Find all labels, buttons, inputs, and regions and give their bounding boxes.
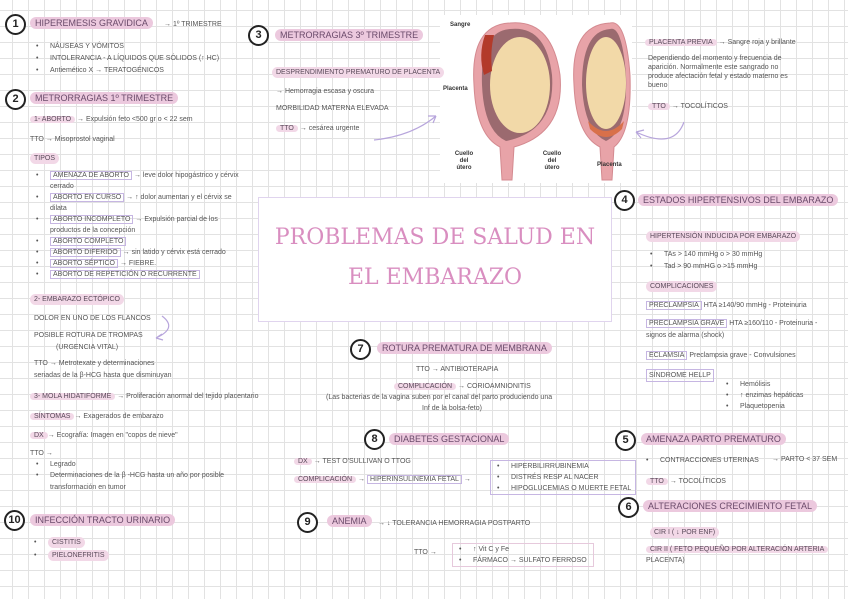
section-number-10: 10 [4,510,25,531]
list-item: • Legrado [50,459,76,470]
aborto-label: 1- ABORTO [30,116,75,123]
section-number-5: 5 [615,430,636,451]
hiperinsulinemia-box: HIPERINSULINEMIA FETAL [367,475,462,484]
rpm-tto: TTO → ANTIBIOTERAPIA [416,366,499,373]
section-title-hiperemesis: HIPEREMESIS GRAVIDICA [30,17,153,29]
preclampsia-grave-label: PRECLAMPSIA GRAVE [646,319,727,328]
section-number-1: 1 [5,14,26,35]
complicacion-label: COMPLICACIÓN [394,383,456,390]
list-item: • Tad > 90 mmHG o >15 mmHg [664,261,757,272]
tipos-label: TIPOS [30,153,59,164]
ectopico-line: (URGENCIA VITAL) [56,344,119,351]
mola-label: 3- MOLA HIDATIFORME [30,393,115,400]
list-item: • Hemólisis [740,379,803,390]
mola-tto: TTO → [30,450,53,457]
cir-2: CIR II ( FETO PEQUEÑO POR ALTERACIÓN ARTERIA [646,546,828,553]
figure-label-cuello: Cuello del útero [542,151,562,171]
anemia-note: → ↓ TOLERANCIA HEMORRAGIA POSTPARTO [378,520,531,527]
ectopico-label: 2- EMBARAZO ECTÓPICO [30,294,124,305]
rpm-explanation: (Las bacterias de la vagina suben por el canal del parto produciendo una [326,394,553,401]
aborto-text: → Expulsión feto <500 gr o < 22 sem [77,116,193,123]
eclampsia-text: Preclampsia grave - Convulsiones [689,352,796,359]
previa-text: → Sangre roja y brillante [718,39,796,46]
type-text-cont: dilata [50,205,67,212]
curved-arrow-icon [632,120,692,150]
list-item-cont: transformación en tumor [50,484,126,491]
list-item: • HIPOGLUCEMIAS O MUERTE FETAL [511,483,631,494]
ectopico-tto: seriadas de la β-HCG hasta que disminuyan [34,372,172,379]
figure-label-sangre: Sangre [450,22,471,28]
tto-label: TTO [276,125,298,132]
section-title-hipertensivos: ESTADOS HIPERTENSIVOS DEL EMBARAZO [638,194,838,206]
tto-label: TTO [648,103,670,110]
sintomas-text: → Exagerados de embarazo [74,413,164,420]
mola-text: → Proliferación anormal del tejido placentario [117,393,259,400]
cir-1: CIR I ( ↓ POR ENF) [650,527,719,538]
hie-label: HIPERTENSIÓN INDUCIDA POR EMBARAZO [646,231,800,242]
anemia-tto-box [452,543,594,567]
dpp-line: MORBILIDAD MATERNA ELEVADA [276,105,389,112]
main-title-box [258,197,612,322]
section-title-metrorragias-3: METRORRAGIAS 3º TRIMESTRE [275,29,423,41]
type-label: ABORTO SÉPTICO [50,259,118,268]
main-title-line-1: PROBLEMAS DE SALUD EN [274,225,596,250]
previa-desc: bueno [648,82,668,89]
cir-2-cont: PLACENTA) [646,557,685,564]
section-title-anemia: ANEMIA [327,515,372,527]
type-label: ABORTO DIFERIDO [50,248,121,257]
complicaciones-label: COMPLICACIONES [646,281,717,292]
section-number-4: 4 [614,190,635,211]
list-item: • NÁUSEAS Y VÓMITOS [50,41,124,52]
figure-label-placenta: Placenta [597,162,622,168]
dpp-line: → Hemorragia escasa y oscura [276,88,375,95]
type-text: → ↑ dolor aumentan y el cérvix se [126,194,232,201]
rpm-explanation: Inf de la bolsa-feto) [422,405,482,412]
figure-label-cuello: Cuello del útero [454,151,474,171]
eclampsia-label: ECLAMSIA [646,351,687,360]
section-title-crecimiento-fetal: ALTERACIONES CRECIMIENTO FETAL [643,500,817,512]
list-item: • Antiemético X → TERATOGÉNICOS [50,65,164,76]
arrow-text: → [463,476,471,483]
section-title-itu: INFECCIÓN TRACTO URINARIO [30,514,175,526]
tto-label: TTO [646,478,668,485]
previa-desc: aparición. Normalmente este sangrado no [648,64,779,71]
list-item: • HIPERBILIRRUBINEMIA [511,461,631,472]
type-text: → leve dolor hipogástrico y cérvix [133,172,239,179]
type-label: ABORTO COMPLETO [50,237,126,246]
section-number-7: 7 [350,339,371,360]
section-number-9: 9 [297,512,318,533]
list-item: • ↑ enzimas hepáticas [740,390,803,401]
previa-label: PLACENTA PREVIA [645,39,717,46]
sintomas-label: SÍNTOMAS [30,413,74,420]
section-title-metrorragias-1: METRORRAGIAS 1º TRIMESTRE [30,92,178,104]
section-number-8: 8 [364,429,385,450]
dx-text: → TEST O'SULLIVAN O TTOG [313,458,411,465]
list-item: • CONTRACCIONES UTERINAS [660,455,759,466]
section-number-3: 3 [248,25,269,46]
preclampsia-text: HTA ≥140/90 mmHg - Proteinuria [703,302,807,309]
list-item: • Plaquetopenia [740,401,803,412]
dx-text: → Ecografía: Imagen en "copos de nieve" [47,432,178,439]
preclampsia-grave-text: HTA ≥160/110 - Proteinuria - [729,320,818,327]
complicacion-text: → CORIOAMNIONITIS [458,383,531,390]
list-item: • PIELONEFRITIS [48,550,109,561]
ectopico-line: POSIBLE ROTURA DE TROMPAS [34,332,143,339]
list-item: • ↑ Vit C y Fe [473,544,587,555]
list-item: • FÁRMACO → SULFATO FERROSO [473,555,587,566]
dx-label: DX [294,458,312,465]
type-text-cont: cerrado [50,183,74,190]
type-text: → Expulsión parcial de los [135,216,218,223]
parto-note: → PARTO < 37 SEM [772,456,838,463]
preclampsia-grave-cont: signos de alarma (shock) [646,332,725,339]
hellp-label: SÍNDROME HELLP [646,369,714,382]
type-label: ABORTO EN CURSO [50,193,124,202]
curved-arrow-icon [150,314,176,344]
section-number-2: 2 [5,89,26,110]
section-title-diabetes: DIABETES GESTACIONAL [389,433,509,445]
cir-2-block [646,544,842,566]
figure-label-placenta: Placenta [443,86,468,92]
main-title-line-2: EL EMBARAZO [347,265,523,290]
dpp-label: DESPRENDIMIENTO PREMATURO DE PLACENTA [272,67,444,78]
preclampsia-label: PRECLAMPSIA [646,301,702,310]
complicacion-label: COMPLICACIÓN [294,476,356,483]
abortion-types-list [50,170,239,280]
list-item: • INTOLERANCIA - A LÍQUIDOS QUE SÓLIDOS (↑ HC) [50,53,219,64]
type-text-cont: productos de la concepción [50,227,136,234]
list-item: • Determinaciones de la β -HCG hasta un año por posible [50,470,224,481]
type-label: ABORTO INCOMPLETO [50,215,133,224]
tto-text: → cesárea urgente [299,125,360,132]
type-text: → sin latido y cérvix está cerrado [122,249,226,256]
section-number-6: 6 [618,497,639,518]
trimester-note: → 1º TRIMESTRE [164,21,222,28]
section-title-rotura: ROTURA PREMATURA DE MEMBRANA [377,342,552,354]
tto-text: → TOCOLÍTICOS [669,478,726,485]
previa-desc: Dependiendo del momento y frecuencia de [648,55,782,62]
type-text: → FIEBRE. [119,260,157,267]
arrow-text: → [358,476,366,483]
arrow-to-figure-icon [372,112,440,144]
dx-label: DX [30,432,48,439]
list-item: • DISTRÉS RESP AL NACER [511,472,631,483]
ectopico-tto: TTO → Metrotexate y determinaciones [34,360,155,367]
section-title-parto-prematuro: AMENAZA PARTO PREMATURO [641,433,786,445]
previa-desc: produce afectación fetal y estado materno es [648,73,788,80]
list-item: • CISTITIS [48,537,85,548]
type-label: ABORTO DE REPETICIÓN O RECURRENTE [50,270,200,279]
anemia-tto: TTO → [414,549,437,556]
tto-text: → TOCOLÍTICOS [671,103,728,110]
hellp-list [740,379,803,412]
aborto-tto: TTO → Misoprostol vaginal [30,136,115,143]
complications-box [490,460,636,495]
type-label: AMENAZA DE ABORTO [50,171,132,180]
list-item: • TAs > 140 mmHg o > 30 mmHg [664,249,762,260]
ectopico-line: DOLOR EN UNO DE LOS FLANCOS [34,315,151,322]
